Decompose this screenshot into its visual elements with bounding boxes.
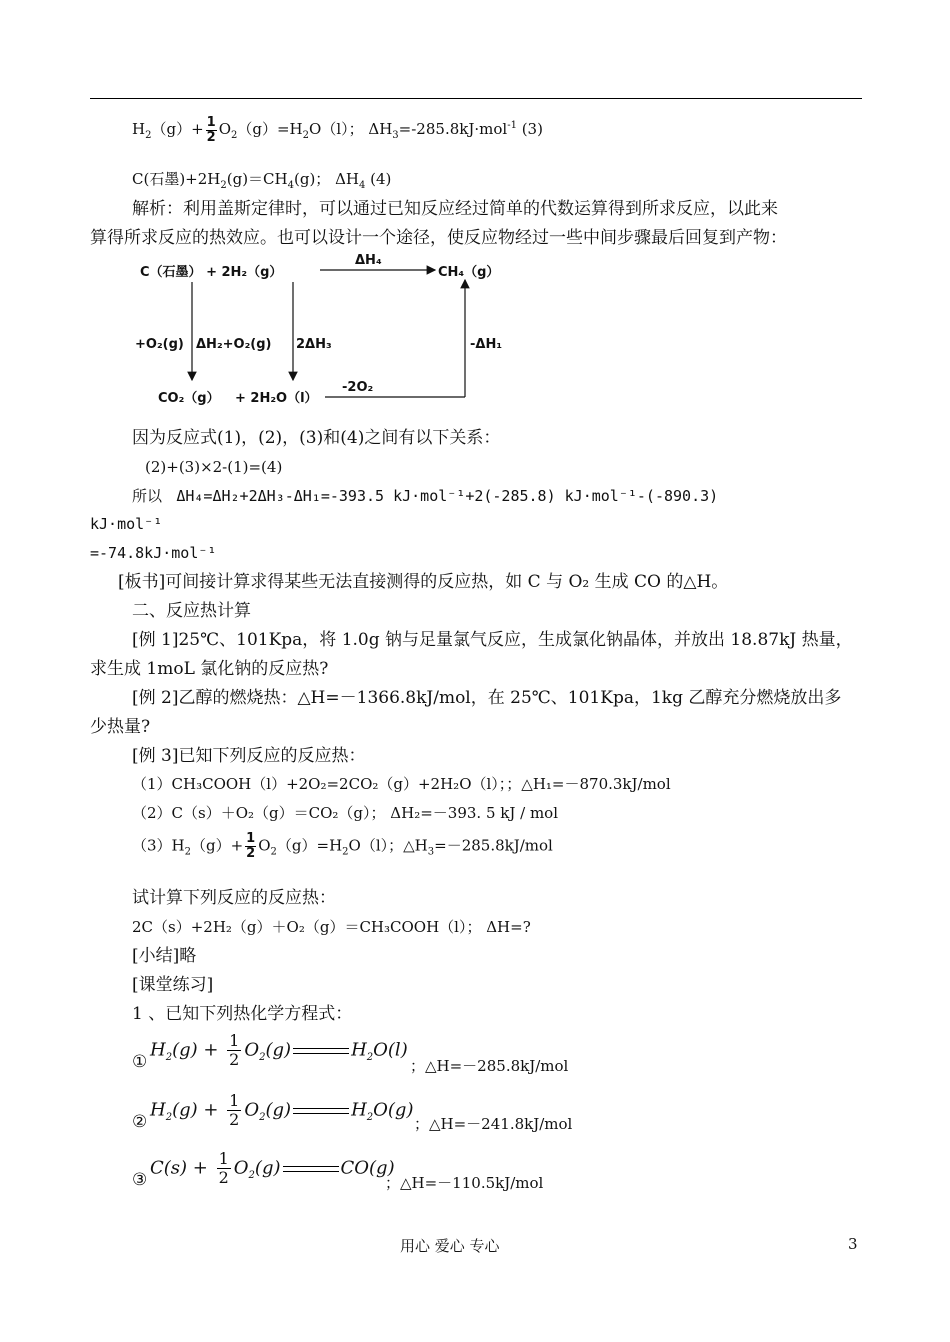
- practice-eq-2-dh: ；△H=－241.8kJ/mol: [414, 1115, 573, 1133]
- practice-heading: [课堂练习]: [132, 975, 214, 995]
- practice-eq-1: $H_2(g)$ + $\frac{1}{2} O_2(g)$ $H_2O(l)$: [150, 1031, 408, 1069]
- practice-eq-3: C(s) + $\frac{1}{2} O_2(g)$ CO(g): [150, 1149, 395, 1187]
- so-expression: ΔH₄=ΔH₂+2ΔH₃-ΔH₁=-393.5 kJ·mol⁻¹+2(-285.8) kJ·mol⁻¹-(-890.3): [176, 487, 719, 505]
- diagram-minus-2o2: -2O₂: [342, 380, 374, 395]
- practice-eq-1-label: ①: [132, 1052, 148, 1072]
- diagram-bottom-left: CO₂（g）: [158, 391, 220, 406]
- diagram-left-branch: +O₂(g): [135, 337, 184, 352]
- equation-3: $H_2(g)+$ $\frac{1}{2}$ $O_2(g)=H_2O(l)$； $\Delta H_3=-285.8kJ\cdot mol^{-1}$ (3): [132, 114, 543, 145]
- diagram-end: CH₄（g）: [438, 265, 500, 280]
- example-3-reaction-3: $(3)H_2(g)+$ $\frac{1}{2}$ $O_2(g)=H_2O(l)$；$\triangle H_3=-285.8kJ$/mol: [132, 831, 553, 861]
- practice-eq-3-dh: ；△H=－110.5kJ/mol: [385, 1174, 544, 1192]
- analysis-line-2: 算得所求反应的热效应。也可以设计一个途径，使反应物经过一些中间步骤最后回复到产物：: [90, 228, 787, 248]
- fraction-half: $\frac{1}{2}$: [246, 831, 256, 861]
- diagram-bottom-mid: + 2H₂O（l）: [235, 391, 318, 406]
- example-3-heading: [例 3]已知下列反应的反应热：: [132, 746, 366, 766]
- practice-eq-2: $H_2(g)$ + $\frac{1}{2} O_2(g)$ $H_2O(g)$: [150, 1091, 414, 1129]
- practice-eq-1-dh: ；△H=－285.8kJ/mol: [410, 1057, 569, 1075]
- diagram-dh3: 2ΔH₃: [296, 337, 332, 352]
- example-2-line-1: [例 2]乙醇的燃烧热：△H=－1366.8kJ/mol，在 25℃、101Kpa，1kg 乙醇充分燃烧放出多: [132, 688, 842, 708]
- so-line: [132, 484, 718, 508]
- example-1-line-1: [例 1]25℃、101Kpa，将 1.0g 钠与足量氯气反应，生成氯化钠晶体，并放出 18.87kJ 热量，: [132, 630, 853, 650]
- diagram-start: C（石墨） + 2H₂（g）: [140, 265, 283, 280]
- so-prefix: 所以: [132, 487, 163, 505]
- header-rule: [90, 98, 862, 99]
- target-reaction: 2C（s）+2H₂（g）＋O₂（g）＝CH₃COOH（l）； ΔH=?: [132, 918, 531, 936]
- diagram-minus-dh1: -ΔH₁: [470, 337, 503, 352]
- diagram-dh4: ΔH₄: [355, 253, 382, 268]
- unit-line: kJ·mol⁻¹: [90, 515, 163, 533]
- example-3-reaction-2: （2）C（s）＋O₂（g）＝CO₂（g）； ΔH₂=－393. 5 kJ / mol: [132, 804, 559, 822]
- fraction-half: $\frac{1}{2}$: [206, 114, 216, 145]
- analysis-line-1: 解析：利用盖斯定律时，可以通过已知反应经过简单的代数运算得到所求反应，以此来: [132, 199, 778, 219]
- page-number: 3: [848, 1235, 858, 1253]
- board-note: [板书]可间接计算求得某些无法直接测得的反应热，如 C 与 O₂ 生成 CO 的△H。: [118, 572, 729, 592]
- equation-4: C(石墨)$+2H_2(g)=CH_4(g)$； $\Delta H_4$ (4): [132, 170, 392, 191]
- relation-line: (2)+(3)×2-(1)=(4): [145, 458, 283, 476]
- practice-eq-2-label: ②: [132, 1112, 148, 1132]
- practice-eq-3-label: ③: [132, 1170, 148, 1190]
- calc-prompt: 试计算下列反应的反应热：: [132, 888, 336, 908]
- footer-motto: 用心 爱心 专心: [400, 1237, 500, 1255]
- question-1: 1 、已知下列热化学方程式：: [132, 1004, 353, 1024]
- result-line: =-74.8kJ·mol⁻¹: [90, 544, 217, 562]
- summary-line: [小结]略: [132, 946, 197, 966]
- example-1-line-2: 求生成 1moL 氯化钠的反应热?: [90, 659, 329, 679]
- because-line: 因为反应式(1)，(2)，(3)和(4)之间有以下关系：: [132, 428, 501, 448]
- section-heading: 二、反应热计算: [132, 601, 251, 621]
- diagram-dh2: ΔH₂+O₂(g): [196, 337, 272, 352]
- example-3-reaction-1: （1）CH₃COOH（l）+2O₂=2CO₂（g）+2H₂O（l）；；△H₁=－870.3kJ/mol: [132, 775, 671, 793]
- hess-cycle-diagram: [130, 252, 530, 412]
- example-2-line-2: 少热量?: [90, 717, 151, 737]
